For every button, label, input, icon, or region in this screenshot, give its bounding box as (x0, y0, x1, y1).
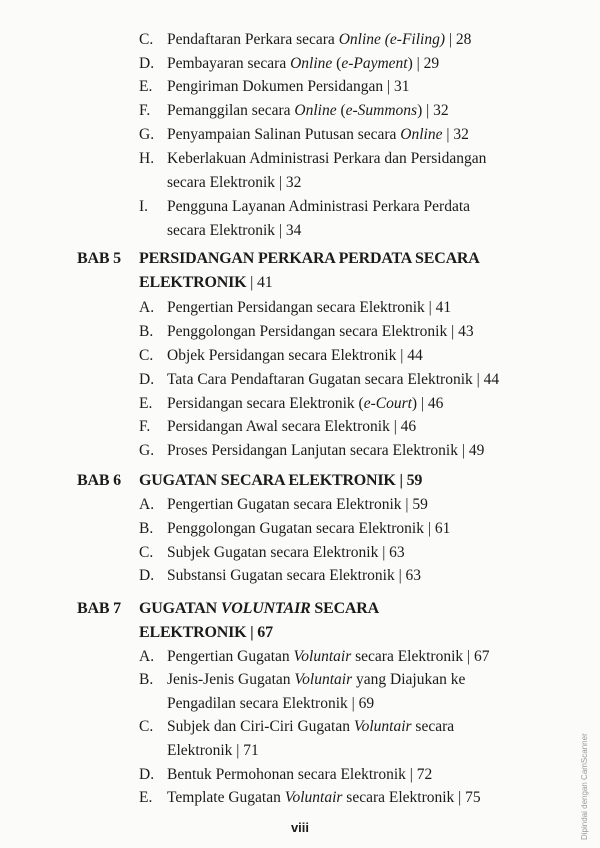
entry-text: Pengiriman Dokumen Persidangan | 31 (167, 78, 410, 95)
entry-text-continued: secara Elektronik | 34 (167, 222, 302, 239)
entry-text: Pembayaran secara Online (e-Payment) | 29 (167, 55, 440, 72)
entry-letter: C. (139, 347, 154, 364)
entry-text: Pengertian Gugatan secara Elektronik | 59 (167, 496, 428, 513)
entry-text: Penggolongan Persidangan secara Elektronik | 43 (167, 323, 474, 340)
entry-text-italic: Voluntair (284, 789, 343, 806)
chapter-title: GUGATAN SECARA ELEKTRONIK | 59 (139, 472, 423, 489)
chapter-title-part: GUGATAN (139, 600, 221, 617)
chapter-title (139, 596, 379, 622)
entry-text-continued: Elektronik | 71 (167, 742, 259, 759)
entry-letter: A. (139, 496, 155, 513)
watermark-text: Dipindai dengan CamScanner (580, 733, 589, 840)
entry-letter: A. (139, 648, 155, 665)
entry-text: Objek Persidangan secara Elektronik | 44 (167, 347, 423, 364)
entry-letter: A. (139, 299, 155, 316)
entry-text-part: secara (411, 718, 455, 735)
entry-text-part: yang Diajukan ke (352, 671, 466, 688)
entry-text: Penyampaian Salinan Putusan secara Online | 32 (167, 126, 469, 143)
entry-letter: B. (139, 671, 154, 688)
entry-text: Subjek Gugatan secara Elektronik | 63 (167, 544, 405, 561)
entry-text: Pendaftaran Perkara secara Online (e-Filing) | 28 (167, 31, 472, 48)
entry-letter: I. (139, 198, 149, 215)
entry-text: Penggolongan Gugatan secara Elektronik | 61 (167, 520, 451, 537)
chapter-title-part: SECARA (310, 600, 379, 617)
chapter-title-text: ELEKTRONIK (139, 274, 247, 291)
entry-letter: D. (139, 567, 155, 584)
entry-text: Pemanggilan secara Online (e-Summons) | 32 (167, 102, 449, 119)
entry-text-part: secara Elektronik | 75 (342, 789, 481, 806)
entry-text (167, 645, 490, 670)
entry-text-italic: Voluntair (294, 671, 353, 688)
entry-text: Persidangan Awal secara Elektronik | 46 (167, 418, 417, 435)
entry-letter: G. (139, 442, 155, 459)
entry-text (167, 786, 481, 811)
entry-letter: G. (139, 126, 155, 143)
entry-letter: B. (139, 323, 154, 340)
entry-text: Keberlakuan Administrasi Perkara dan Persidangan (167, 150, 487, 167)
entry-text-italic: Voluntair (293, 648, 352, 665)
scanner-watermark (576, 690, 596, 840)
entry-letter: E. (139, 395, 153, 412)
entry-text-part: secara Elektronik | 67 (351, 648, 490, 665)
entry-letter: C. (139, 718, 154, 735)
chapter-title-continued (139, 270, 273, 296)
entry-text-italic: Voluntair (353, 718, 412, 735)
entry-text-part: Jenis-Jenis Gugatan (167, 671, 295, 688)
entry-text-part: Subjek dan Ciri-Ciri Gugatan (167, 718, 354, 735)
chapter-number: BAB 6 (77, 472, 121, 489)
entry-text-part: Template Gugatan (167, 789, 285, 806)
entry-text-continued: Pengadilan secara Elektronik | 69 (167, 695, 375, 712)
entry-text: Pengguna Layanan Administrasi Perkara Perdata (167, 198, 471, 215)
entry-letter: D. (139, 55, 155, 72)
chapter-title-continued: ELEKTRONIK | 67 (139, 624, 273, 641)
entry-text: Bentuk Permohonan secara Elektronik | 72 (167, 766, 433, 783)
entry-letter: B. (139, 520, 154, 537)
chapter-page: | 41 (246, 274, 273, 291)
entry-text (167, 715, 454, 740)
entry-text (167, 668, 465, 693)
entry-letter: C. (139, 544, 154, 561)
entry-letter: F. (139, 102, 151, 119)
entry-letter: D. (139, 371, 155, 388)
entry-text: Pengertian Persidangan secara Elektronik | 41 (167, 299, 452, 316)
entry-text-part: Pengertian Gugatan (167, 648, 294, 665)
entry-letter: D. (139, 766, 155, 783)
chapter-title-italic: VOLUNTAIR (220, 600, 311, 617)
entry-text: Tata Cara Pendaftaran Gugatan secara Elektronik | 44 (167, 371, 500, 388)
entry-letter: E. (139, 789, 153, 806)
entry-letter: F. (139, 418, 151, 435)
entry-letter: E. (139, 78, 153, 95)
entry-text: Proses Persidangan Lanjutan secara Elektronik | 49 (167, 442, 485, 459)
chapter-number: BAB 5 (77, 250, 121, 267)
entry-text: Persidangan secara Elektronik (e-Court) | 46 (167, 395, 444, 412)
entry-letter: H. (139, 150, 155, 167)
entry-text: Substansi Gugatan secara Elektronik | 63 (167, 567, 422, 584)
entry-text-continued: secara Elektronik | 32 (167, 174, 302, 191)
page-number: viii (290, 820, 310, 835)
entry-letter: C. (139, 31, 154, 48)
chapter-title: PERSIDANGAN PERKARA PERDATA SECARA (139, 250, 480, 267)
chapter-number: BAB 7 (77, 600, 121, 617)
